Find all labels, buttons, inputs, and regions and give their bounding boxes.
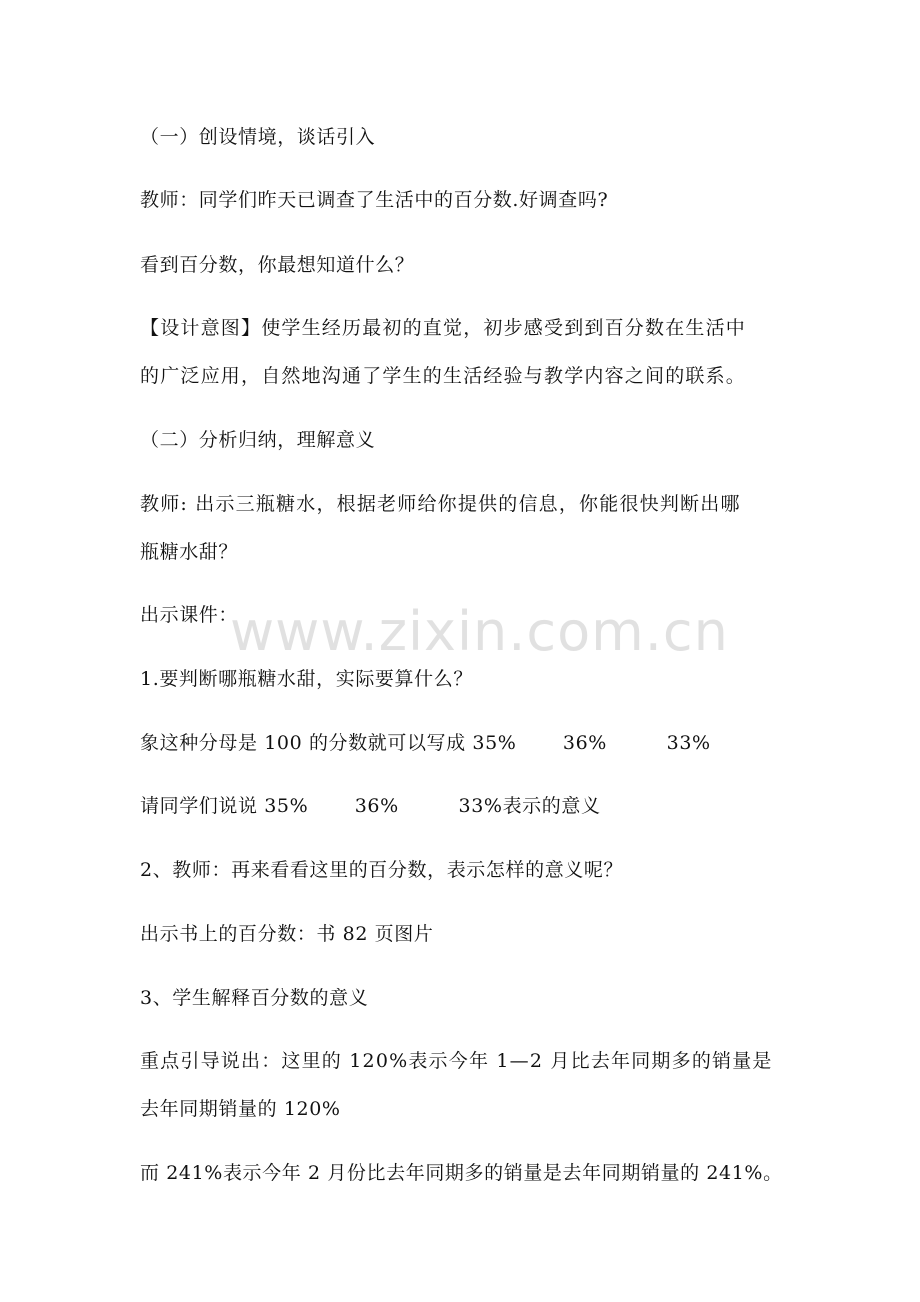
design-intent-line: 【设计意图】使学生经历最初的直觉，初步感受到到百分数在生活中	[140, 317, 747, 339]
watermark: www.zixin.com.cn	[230, 600, 729, 663]
paragraph-line: 而 241%表示今年 2 月份比去年同期多的销量是去年同期销量的 241%。	[140, 1162, 783, 1184]
paragraph-line: 瓶糖水甜？	[140, 541, 239, 563]
list-item-line: 1.要判断哪瓶糖水甜，实际要算什么？	[140, 668, 473, 690]
paragraph-line: 看到百分数，你最想知道什么？	[140, 254, 415, 276]
paragraph-line: 重点引导说出：这里的 120%表示今年 1—2 月比去年同期多的销量是	[140, 1050, 773, 1072]
paragraph-line: 去年同期销量的 120%	[140, 1098, 341, 1120]
paragraph-line: 出示课件：	[140, 604, 239, 626]
list-item-line: 2、教师：再来看看这里的百分数，表示怎样的意义呢？	[140, 859, 624, 881]
paragraph-line: 教师: 出示三瓶糖水，根据老师给你提供的信息，你能很快判断出哪	[140, 493, 741, 515]
section-heading-1: （一）创设情境，谈话引入	[140, 126, 376, 148]
design-intent-line: 的广泛应用，自然地沟通了学生的生活经验与教学内容之间的联系。	[140, 365, 747, 387]
paragraph-line: 象这种分母是 100 的分数就可以写成 35% 36% 33%	[140, 732, 711, 754]
paragraph-line: 请同学们说说 35% 36% 33%表示的意义	[140, 795, 601, 817]
list-item-line: 3、学生解释百分数的意义	[140, 987, 369, 1009]
section-heading-2: （二）分析归纳，理解意义	[140, 429, 376, 451]
paragraph-line: 教师：同学们昨天已调查了生活中的百分数.好调查吗?	[140, 189, 609, 211]
paragraph-line: 出示书上的百分数：书 82 页图片	[140, 923, 434, 945]
